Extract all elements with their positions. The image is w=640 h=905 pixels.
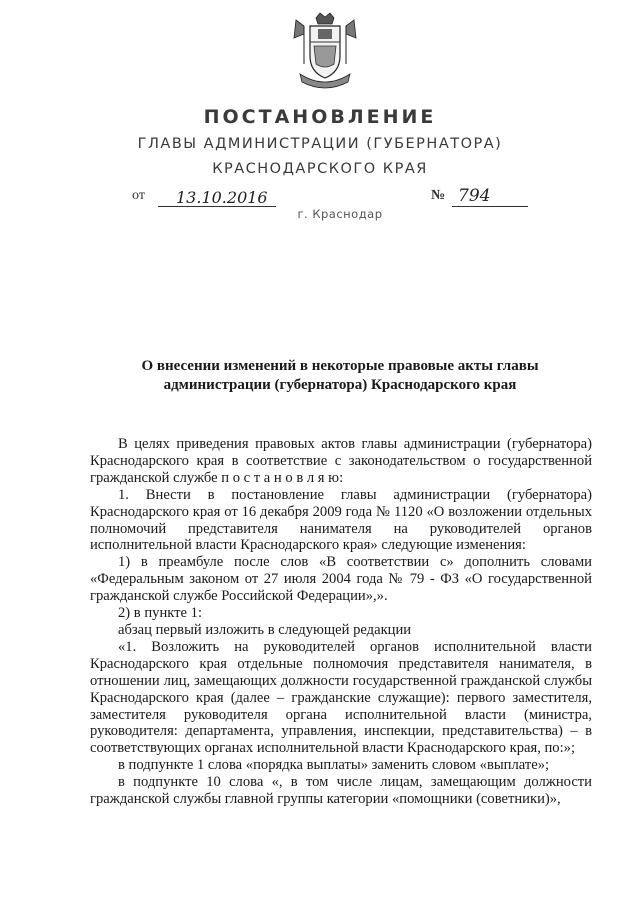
paragraph: 1) в преамбуле после слов «В соответствии с» дополнить словами «Федеральным законом от 27 июля 2004 года № 79 - ФЗ «О государственной гражданской службе Российской Федерации»,». xyxy=(90,554,592,605)
subject-line: администрации (губернатора) Краснодарского края xyxy=(163,377,517,393)
coat-of-arms-icon xyxy=(290,12,360,92)
paragraph: 1. Внести в постановление главы администрации (губернатора) Краснодарского края от 16 декабря 2009 года № 1120 «О возложении отдельных полномочий представителя нанимателя на руководителей органов исполнительной власти Краснодарского края» следующие изменения: xyxy=(90,486,592,554)
number-label: № xyxy=(431,188,446,203)
date-value: 13.10.2016 xyxy=(176,188,268,207)
number-value: 794 xyxy=(458,186,491,206)
document-subject xyxy=(90,357,590,395)
city-label: г. Краснодар xyxy=(297,207,383,221)
paragraph: абзац первый изложить в следующей редакции xyxy=(118,621,412,638)
paragraph: «1. Возложить на руководителей органов исполнительной власти Краснодарского края отдельные полномочия представителя нанимателя, в отношении лиц, замещающих должности государственной гражданской службы Краснодарского края (далее – гражданские служащие): первого заместителя, заместителя руководителя органа исполнительной власти (министра, руководителя: департамента, управления, инспекции, представительства) – в соответствующих органах исполнительной власти Краснодарского края, по:»; xyxy=(90,638,592,757)
document-body xyxy=(90,436,592,808)
date-label: от xyxy=(132,188,145,203)
paragraph: В целях приведения правовых актов главы администрации (губернатора) Краснодарского края в соответствие с законодательством о государственной гражданской службе п о с т а н о в л я ю: xyxy=(90,436,592,486)
paragraph: 2) в пункте 1: xyxy=(118,605,203,622)
paragraph: в подпункте 10 слова «, в том числе лицам, замещающим должности гражданской службы главной группы категории «помощники (советники)», xyxy=(90,774,592,808)
document-title: ПОСТАНОВЛЕНИЕ xyxy=(203,106,437,128)
document-subtitle-authority: ГЛАВЫ АДМИНИСТРАЦИИ (ГУБЕРНАТОРА) xyxy=(137,136,503,152)
document-subtitle-region: КРАСНОДАРСКОГО КРАЯ xyxy=(212,161,428,177)
subject-line: О внесении изменений в некоторые правовые акты главы xyxy=(141,358,539,374)
paragraph: в подпункте 1 слова «порядка выплаты» заменить словом «выплате»; xyxy=(118,757,550,774)
